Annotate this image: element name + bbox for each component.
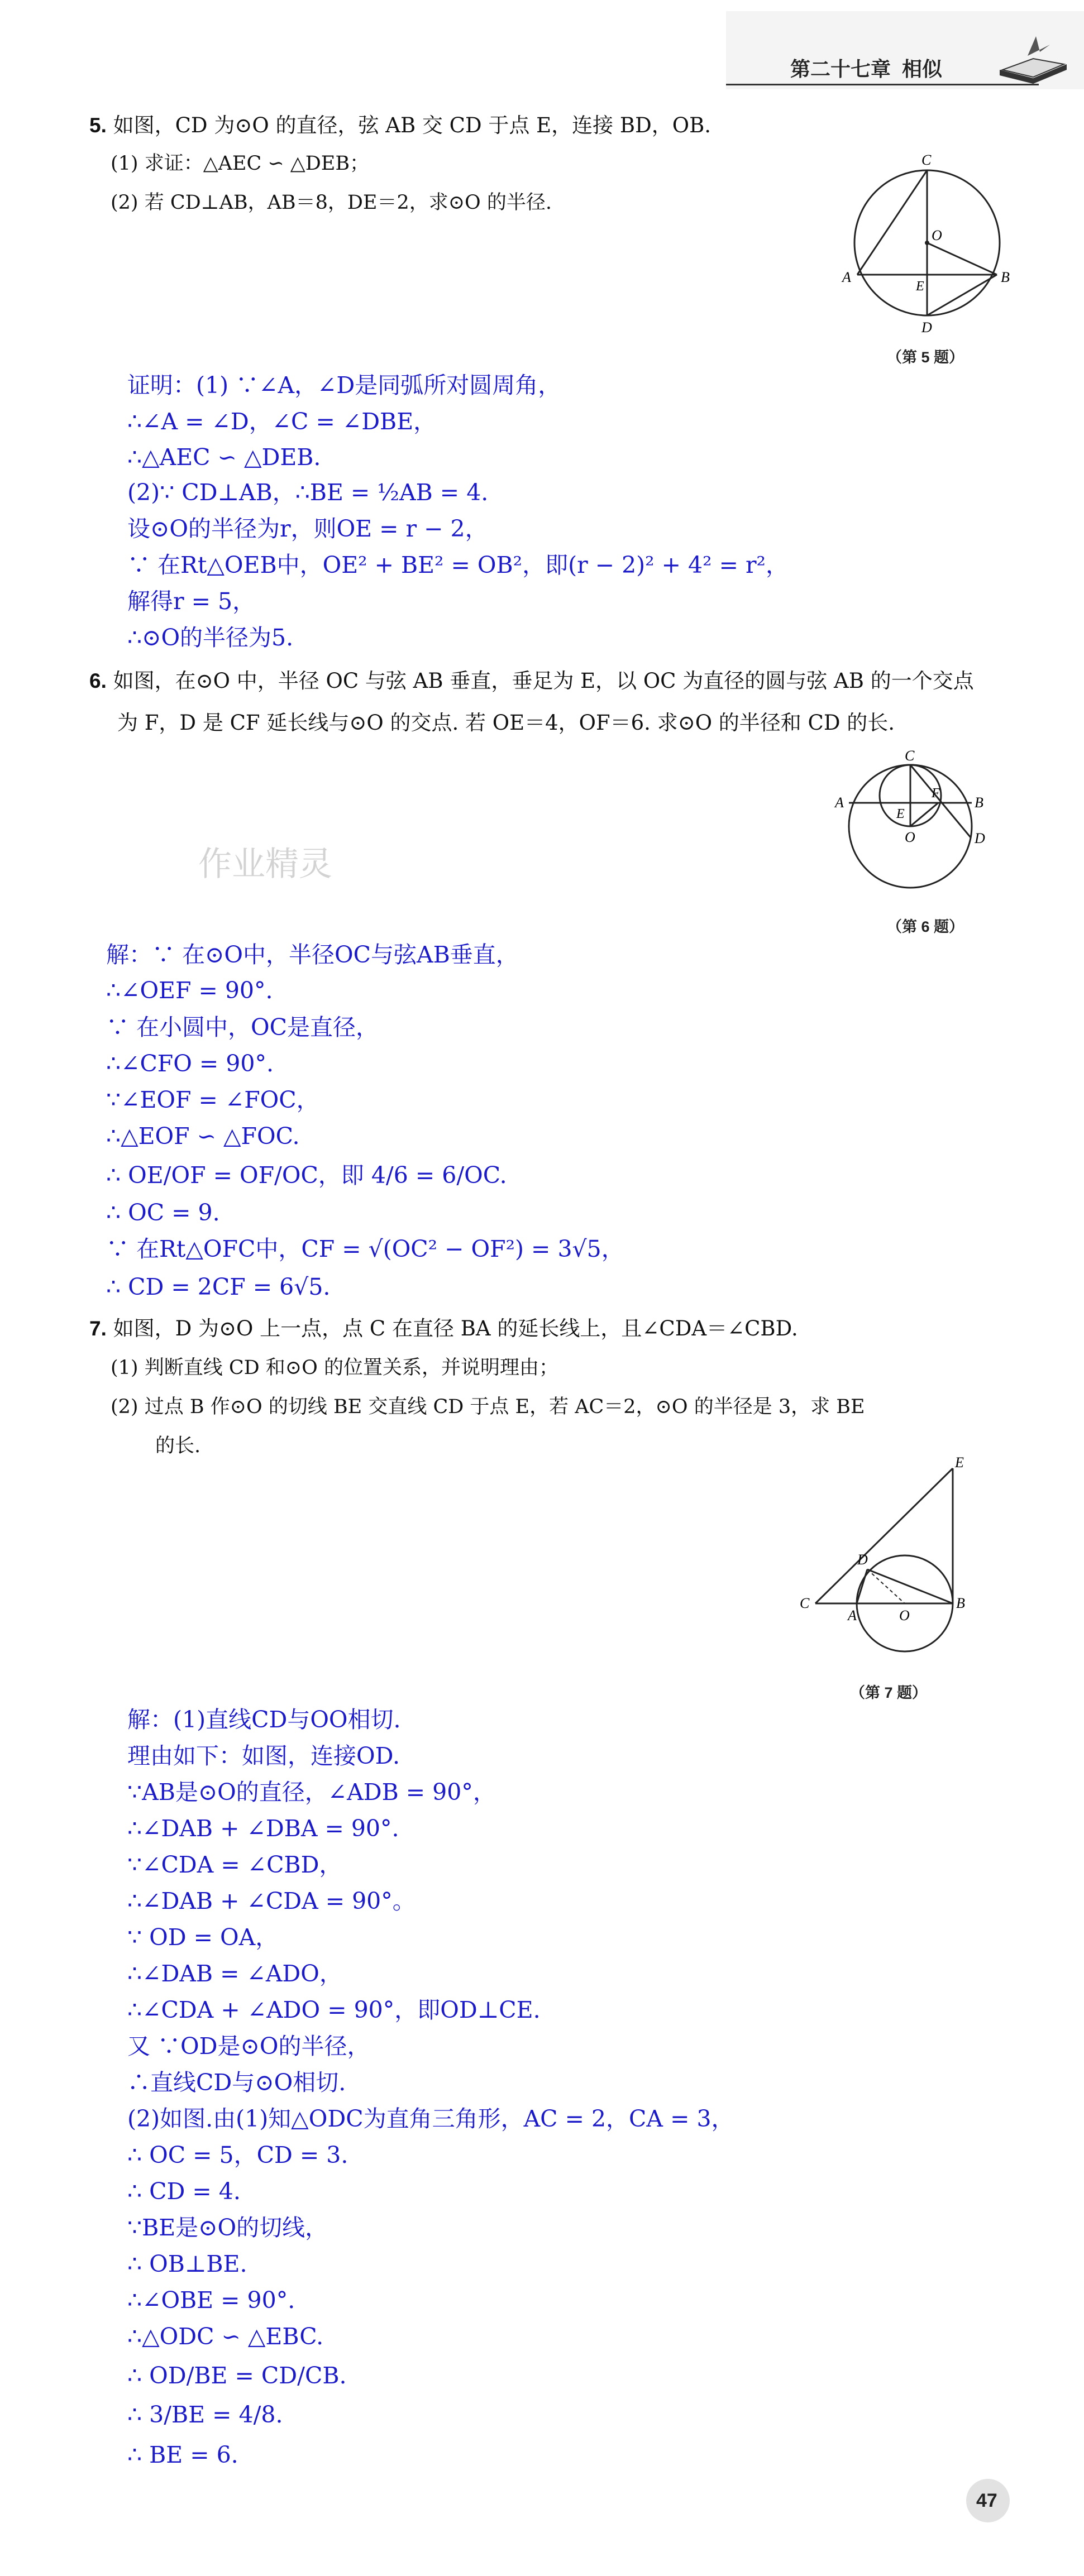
chapter-title: 第二十七章 bbox=[790, 58, 891, 80]
fig7-label-D: D bbox=[857, 1552, 868, 1568]
q5-solution-line: (2)∵ CD⊥AB，∴BE = ½AB = 4. bbox=[127, 479, 489, 506]
q7-solution-line: ∴∠CDA + ∠ADO = 90°，即OD⊥CE. bbox=[127, 1996, 541, 2023]
q6-solution-line: ∴ CD = 2CF = 6√5. bbox=[106, 1273, 331, 1300]
question-5-text: 如图，CD 为⊙O 的直径，弦 AB 交 CD 于点 E，连接 BD，OB. bbox=[113, 113, 711, 137]
watermark: 作业精灵 bbox=[198, 845, 332, 884]
q5-solution-line: ∵ 在Rt△OEB中，OE² + BE² = OB²，即(r − 2)² + 4² = r²， bbox=[127, 552, 789, 578]
q5-solution-line: 设⊙O的半径为r，则OE = r − 2， bbox=[127, 515, 488, 542]
page-header bbox=[726, 11, 1084, 89]
fig6-label-C: C bbox=[905, 748, 915, 764]
figure-7 bbox=[793, 1457, 1005, 1669]
q6-solution-line: ∵ 在Rt△OFC中，CF = √(OC² − OF²) = 3√5， bbox=[106, 1236, 624, 1262]
q6-solution-line: ∵∠EOF = ∠FOC， bbox=[106, 1086, 319, 1113]
q7-solution-line: ∴直线CD与⊙O相切. bbox=[127, 2069, 346, 2096]
fig5-label-A: A bbox=[842, 269, 851, 285]
figure-5-caption: （第 5 题） bbox=[887, 349, 964, 366]
figure-6-caption: （第 6 题） bbox=[887, 918, 964, 935]
q7-solution-line: ∵∠CDA = ∠CBD， bbox=[127, 1851, 342, 1878]
fig6-label-E: E bbox=[896, 807, 905, 821]
fig6-label-O: O bbox=[905, 829, 915, 845]
fig6-label-F: F bbox=[932, 786, 940, 801]
fig6-label-D: D bbox=[975, 830, 985, 846]
q5-solution-line: ∴⊙O的半径为5. bbox=[127, 624, 294, 651]
question-6-text-line1: 如图，在⊙O 中，半径 OC 与弦 AB 垂直，垂足为 E，以 OC 为直径的圆与弦 AB 的一个交点 bbox=[113, 669, 974, 693]
header-rule bbox=[726, 84, 1039, 85]
page-number-badge bbox=[966, 2479, 1010, 2522]
fig5-label-D: D bbox=[921, 319, 932, 336]
q7-solution-line: ∵AB是⊙O的直径，∠ADB = 90°， bbox=[127, 1779, 496, 1806]
fig5-label-E: E bbox=[916, 279, 924, 294]
q7-solution-line: 解：(1)直线CD与OO相切. bbox=[127, 1706, 401, 1733]
q7-solution-line: ∴ CD = 4. bbox=[127, 2178, 241, 2205]
q6-solution-line: ∵ 在小圆中，OC是直径， bbox=[106, 1014, 379, 1041]
q6-solution-line: ∴ OE/OF = OF/OC，即 4/6 = 6/OC. bbox=[106, 1162, 507, 1189]
q6-solution-line: ∴△EOF ∽ △FOC. bbox=[106, 1123, 300, 1150]
q6-solution-line: 解：∵ 在⊙O中，半径OC与弦AB垂直， bbox=[106, 941, 519, 968]
fig5-label-C: C bbox=[921, 152, 932, 168]
question-7-text: 如图，D 为⊙O 上一点，点 C 在直径 BA 的延长线上，且∠CDA＝∠CBD. bbox=[113, 1316, 798, 1340]
question-6-text-line2: 为 F，D 是 CF 延长线与⊙O 的交点. 若 OE＝4，OF＝6. 求⊙O 的半径和 CD 的长. bbox=[117, 711, 895, 735]
fig7-label-A: A bbox=[848, 1607, 857, 1624]
q7-solution-line: ∴ BE = 6. bbox=[127, 2441, 238, 2468]
fig7-label-E: E bbox=[955, 1457, 964, 1471]
q7-solution-line: ∴ OC = 5，CD = 3. bbox=[127, 2142, 348, 2168]
q7-solution-line: ∴∠OBE = 90°. bbox=[127, 2287, 295, 2314]
figure-5 bbox=[832, 151, 1022, 341]
figure-7-caption: （第 7 题） bbox=[850, 1684, 928, 1701]
page-number: 47 bbox=[976, 2490, 997, 2511]
chapter-topic: 相似 bbox=[902, 58, 943, 80]
q7-solution-line: ∴ OD/BE = CD/CB. bbox=[127, 2362, 347, 2389]
q7-solution-line: ∴ 3/BE = 4/8. bbox=[127, 2401, 283, 2428]
q7-solution-line: ∴ OB⊥BE. bbox=[127, 2251, 247, 2277]
q7-solution-line: 理由如下：如图，连接OD. bbox=[127, 1742, 400, 1769]
fig6-label-B: B bbox=[975, 794, 983, 811]
q5-solution-line: 解得r = 5， bbox=[127, 588, 256, 615]
q6-solution-line: ∴∠CFO = 90°. bbox=[106, 1050, 274, 1077]
q7-solution-line: ∴∠DAB + ∠CDA = 90°。 bbox=[127, 1888, 416, 1914]
question-6-stem bbox=[89, 670, 974, 692]
q5-solution-line: 证明：(1) ∵∠A，∠D是同弧所对圆周角， bbox=[127, 372, 561, 399]
question-5-number: 5. bbox=[89, 114, 107, 137]
fig6-label-A: A bbox=[835, 794, 844, 811]
question-5-part2: (2) 若 CD⊥AB，AB＝8，DE＝2，求⊙O 的半径. bbox=[111, 191, 552, 214]
q5-solution-line: ∴△AEC ∽ △DEB. bbox=[127, 444, 321, 471]
book-logo-icon bbox=[994, 31, 1072, 92]
q6-solution-line: ∴ OC = 9. bbox=[106, 1199, 220, 1226]
fig7-label-C: C bbox=[800, 1595, 810, 1611]
question-5-part1: (1) 求证：△AEC ∽ △DEB； bbox=[111, 152, 370, 175]
q7-solution-line: ∴△ODC ∽ △EBC. bbox=[127, 2323, 324, 2350]
question-5-stem bbox=[89, 114, 711, 137]
q7-solution-line: ∴∠DAB + ∠DBA = 90°. bbox=[127, 1815, 399, 1842]
fig5-label-B: B bbox=[1001, 269, 1010, 285]
question-7-part2-cont: 的长. bbox=[155, 1435, 201, 1457]
q7-solution-line: 又 ∵OD是⊙O的半径， bbox=[127, 2033, 370, 2060]
fig7-label-B: B bbox=[956, 1595, 965, 1611]
q6-solution-line: ∴∠OEF = 90°. bbox=[106, 977, 273, 1004]
question-7-number: 7. bbox=[89, 1317, 107, 1340]
q5-solution-line: ∴∠A = ∠D，∠C = ∠DBE， bbox=[127, 408, 437, 435]
q7-solution-line: (2)如图.由(1)知△ODC为直角三角形，AC = 2，CA = 3， bbox=[127, 2105, 734, 2132]
q7-solution-line: ∵BE是⊙O的切线， bbox=[127, 2214, 328, 2241]
question-6-number: 6. bbox=[89, 669, 107, 692]
question-7-stem bbox=[89, 1318, 798, 1340]
fig5-label-O: O bbox=[932, 227, 942, 243]
question-7-part2: (2) 过点 B 作⊙O 的切线 BE 交直线 CD 于点 E，若 AC＝2，⊙O 的半径是 3，求 BE bbox=[111, 1396, 865, 1418]
fig7-label-O: O bbox=[899, 1607, 910, 1624]
figure-6 bbox=[832, 748, 1000, 910]
q7-solution-line: ∴∠DAB = ∠ADO， bbox=[127, 1960, 342, 1987]
question-7-part1: (1) 判断直线 CD 和⊙O 的位置关系，并说明理由； bbox=[111, 1357, 558, 1379]
q7-solution-line: ∵ OD = OA， bbox=[127, 1924, 279, 1951]
